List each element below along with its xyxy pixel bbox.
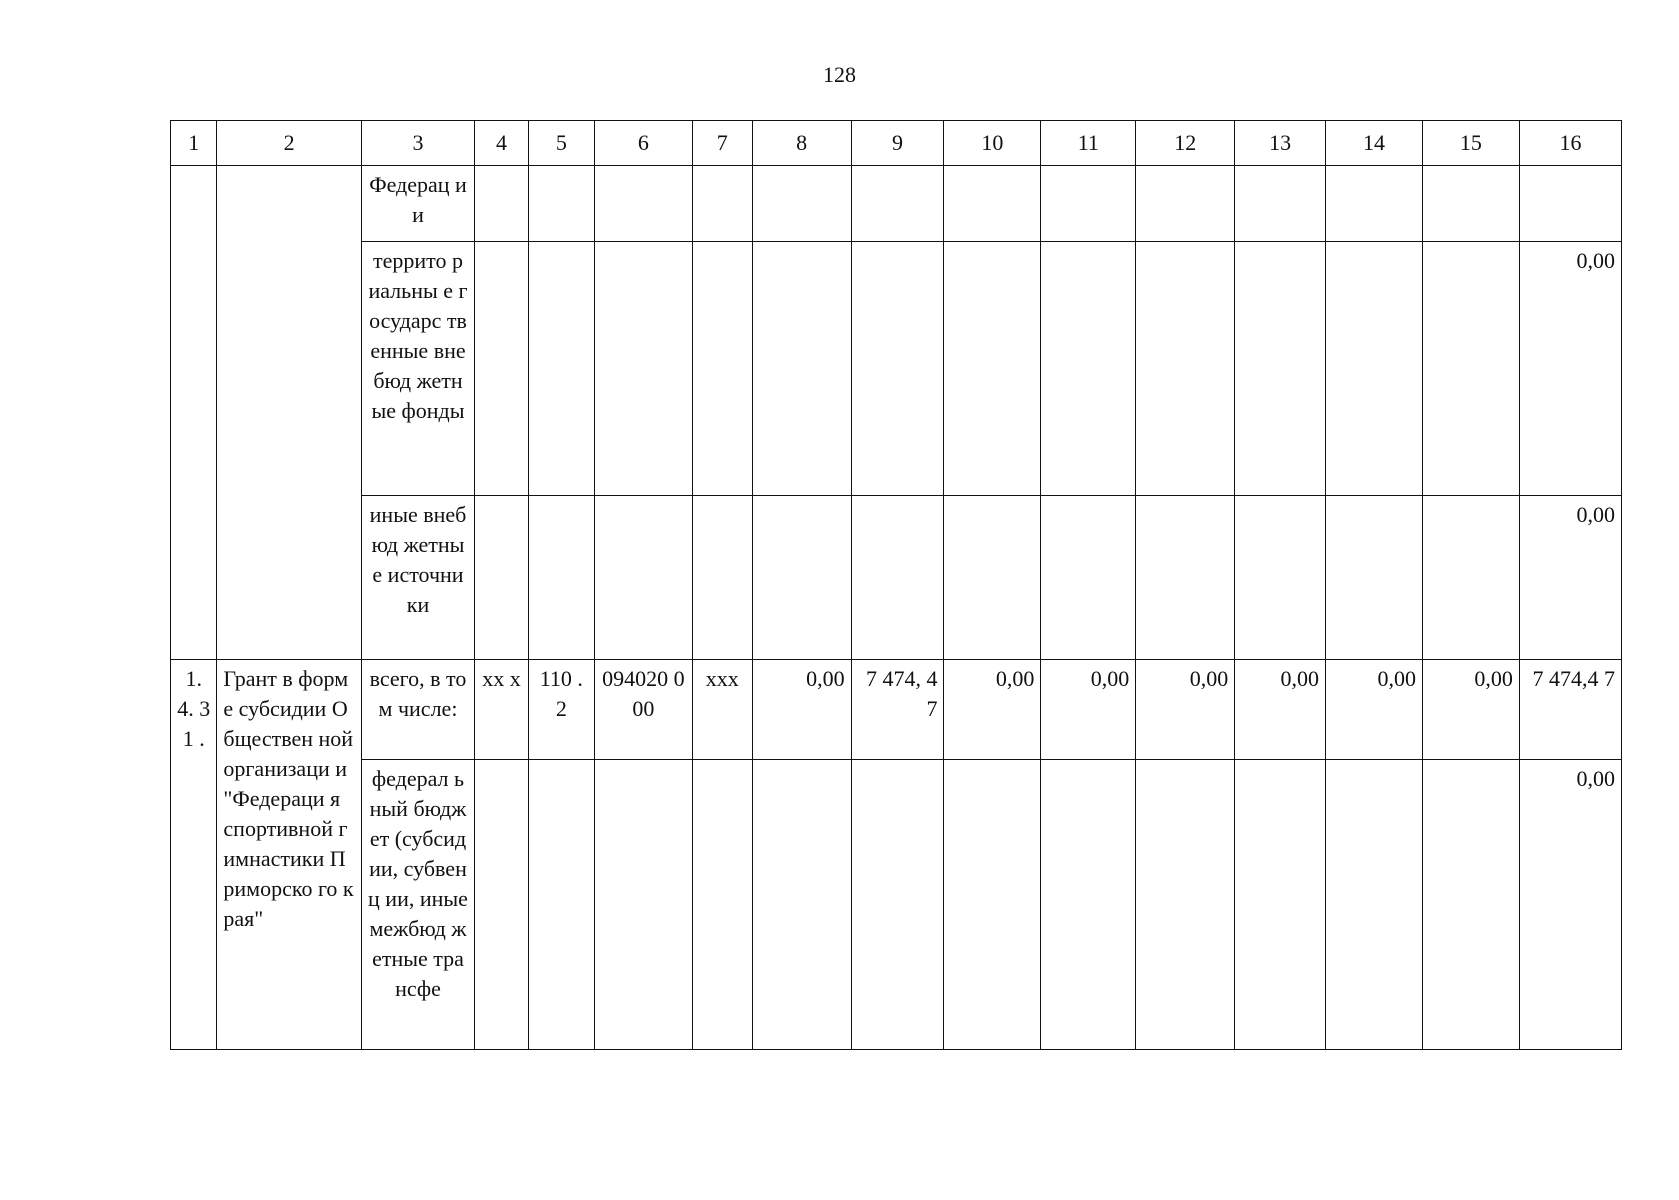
value-cell: 0,00 <box>1041 660 1136 760</box>
funding-source-cell: террито риальны е государс твенные внебюд жетные фонды <box>361 242 474 496</box>
table-row <box>171 496 1622 660</box>
item-name-cell: Грант в форме субсидии Обществен ной организаци и "Федераци я спортивной гимнастики Приморско го края" <box>217 660 361 1050</box>
value-cell: ххх <box>692 660 752 760</box>
budget-table <box>170 120 1622 1050</box>
value-cell: 0,00 <box>1235 660 1326 760</box>
value-cell: 0,00 <box>944 660 1041 760</box>
value-cell: 110 . 2 <box>528 660 594 760</box>
value-cell: хх х <box>475 660 529 760</box>
column-number: 16 <box>1519 121 1621 166</box>
column-number: 12 <box>1136 121 1235 166</box>
column-number: 5 <box>528 121 594 166</box>
funding-source-cell: федерал ьный бюджет (субсид ии, субвенц ии, иные межбюд жетные трансфе <box>361 760 474 1050</box>
column-number: 11 <box>1041 121 1136 166</box>
column-number: 9 <box>851 121 944 166</box>
funding-source-cell: всего, в том числе: <box>361 660 474 760</box>
value-cell: 0,00 <box>1326 660 1423 760</box>
item-number-cell: 1. 4. 31 . <box>171 660 217 1050</box>
funding-source-cell: Федерац ии <box>361 166 474 242</box>
value-cell: 7 474,4 7 <box>1519 660 1621 760</box>
value-cell: 7 474, 47 <box>851 660 944 760</box>
table-row <box>171 166 1622 242</box>
value-cell: 0,00 <box>1136 660 1235 760</box>
value-cell: 0,00 <box>1422 660 1519 760</box>
column-number: 15 <box>1422 121 1519 166</box>
empty-cell <box>217 166 361 660</box>
page-number: 128 <box>823 62 856 87</box>
table-row <box>171 760 1622 1050</box>
column-number: 2 <box>217 121 361 166</box>
value-cell: 094020 000 <box>594 660 692 760</box>
column-number: 6 <box>594 121 692 166</box>
table-row <box>171 660 1622 760</box>
value-cell: 0,00 <box>1519 496 1621 660</box>
value-cell: 0,00 <box>752 660 851 760</box>
table-row <box>171 242 1622 496</box>
column-number: 14 <box>1326 121 1423 166</box>
column-number-row <box>171 121 1622 166</box>
column-number: 13 <box>1235 121 1326 166</box>
value-cell: 0,00 <box>1519 242 1621 496</box>
value-cell: 0,00 <box>1519 760 1621 1050</box>
column-number: 10 <box>944 121 1041 166</box>
column-number: 7 <box>692 121 752 166</box>
column-number: 8 <box>752 121 851 166</box>
empty-cell <box>171 166 217 660</box>
column-number: 3 <box>361 121 474 166</box>
column-number: 1 <box>171 121 217 166</box>
column-number: 4 <box>475 121 529 166</box>
funding-source-cell: иные внебюд жетные источни ки <box>361 496 474 660</box>
